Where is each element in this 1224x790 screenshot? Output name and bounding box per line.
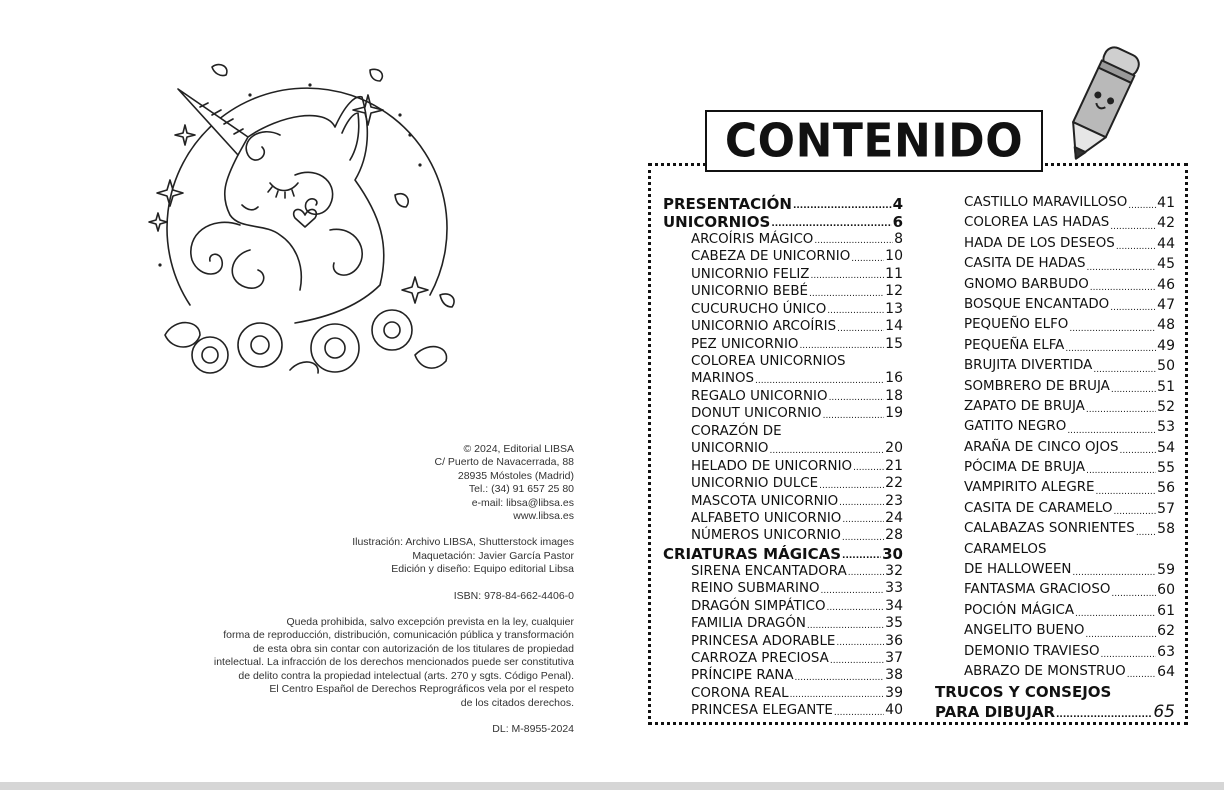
isbn: [134, 590, 574, 603]
toc-entry[interactable]: [935, 275, 1175, 295]
legal-line: intelectual. La infracción de los derechos mencionados puede ser constitutiva: [213, 656, 574, 669]
toc-entry[interactable]: [663, 440, 903, 457]
toc-entry[interactable]: [935, 397, 1175, 417]
toc-page-number: 19: [885, 405, 903, 422]
toc-entry[interactable]: [663, 475, 903, 492]
imprint: [134, 443, 574, 749]
dot-leader: [795, 674, 885, 685]
toc-entry[interactable]: [935, 254, 1175, 274]
dot-leader: [848, 569, 884, 580]
legal-line: de delito contra la propiedad intelectual (arts. 270 y sgts. Código Penal).: [238, 669, 574, 682]
toc-entry[interactable]: [935, 642, 1175, 662]
toc-page-number: 11: [885, 265, 903, 282]
toc-page-number: 46: [1157, 276, 1175, 293]
toc-page-number: 54: [1157, 439, 1175, 456]
toc-entry-label: DEMONIO TRAVIESO: [964, 643, 1100, 659]
toc-entry[interactable]: [663, 493, 903, 510]
bottom-scrollbar[interactable]: [0, 782, 1224, 790]
isbn-line: ISBN: 978-84-662-4406-0: [453, 589, 574, 602]
dot-leader: [842, 552, 881, 563]
dot-leader: [1056, 711, 1152, 722]
toc-entry-label: TRUCOS Y CONSEJOS: [935, 683, 1112, 702]
dot-leader: [842, 534, 884, 545]
publisher-info: [134, 443, 574, 523]
toc-entry-label: CABEZA DE UNICORNIO: [691, 249, 851, 265]
dot-leader: [1086, 406, 1156, 417]
toc-page-number: 65: [1153, 702, 1175, 723]
toc-entry-label: GNOMO BARBUDO: [964, 276, 1089, 292]
toc-entry-label: DE HALLOWEEN: [964, 562, 1072, 578]
toc-entry-label: ABRAZO DE MONSTRUO: [964, 663, 1126, 679]
toc-entry-label: ZAPATO DE BRUJA: [964, 398, 1085, 414]
toc-entry-label: HADA DE LOS DESEOS: [964, 235, 1115, 251]
toc-page-number: 34: [885, 597, 903, 614]
toc-column-left: [663, 195, 903, 720]
toc-entry[interactable]: [935, 540, 1175, 560]
toc-entry[interactable]: [935, 193, 1175, 213]
dot-leader: [830, 657, 884, 668]
dot-leader: [771, 220, 891, 231]
dot-leader: [1114, 508, 1157, 519]
dot-leader: [823, 412, 885, 423]
toc-entry[interactable]: [935, 499, 1175, 519]
toc-entry-label: ARAÑA DE CINCO OJOS: [964, 439, 1119, 455]
toc-entry-label: PRINCESA ADORABLE: [691, 633, 836, 649]
toc-entry-label: UNICORNIO: [691, 441, 769, 457]
address-line: C/ Puerto de Navacerrada, 88: [434, 456, 574, 469]
dot-leader: [819, 482, 884, 493]
toc-entry[interactable]: [935, 662, 1175, 682]
toc-entry-label: MARINOS: [691, 371, 755, 387]
dot-leader: [1087, 264, 1157, 275]
toc-entry-label: DONUT UNICORNIO: [691, 406, 822, 422]
toc-entry-label: ARCOÍRIS MÁGICO: [691, 231, 814, 247]
toc-entry-label: CASITA DE CARAMELO: [964, 500, 1113, 516]
toc-entry[interactable]: [935, 234, 1175, 254]
toc-section-entry[interactable]: [935, 682, 1175, 702]
toc-entry-label: REINO SUBMARINO: [691, 581, 820, 597]
dl-line: DL: M-8955-2024: [492, 722, 574, 735]
toc-entry-label: REGALO UNICORNIO: [691, 388, 828, 404]
dot-leader: [1090, 284, 1156, 295]
toc-entry-label: CARROZA PRECIOSA: [691, 651, 829, 667]
toc-entry-label: COLOREA UNICORNIOS: [691, 354, 846, 370]
toc-page-number: 63: [1157, 643, 1175, 660]
dot-leader: [1067, 427, 1156, 438]
toc-entry-label: ALFABETO UNICORNIO: [691, 510, 842, 526]
toc-entry-label: BRUJITA DIVERTIDA: [964, 358, 1093, 374]
toc-entry-label: BOSQUE ENCANTADO: [964, 296, 1110, 312]
toc-entry-label: GATITO NEGRO: [964, 419, 1067, 435]
toc-title-box: [705, 110, 1043, 172]
toc-entry-label: DRAGÓN SIMPÁTICO: [691, 598, 826, 614]
toc-section-entry[interactable]: [663, 545, 903, 563]
dot-leader: [853, 464, 884, 475]
toc-entry[interactable]: [663, 702, 903, 719]
toc-entry[interactable]: [663, 405, 903, 422]
toc-entry-label: POCIÓN MÁGICA: [964, 602, 1075, 618]
dot-leader: [834, 709, 884, 720]
toc-page-number: 59: [1157, 562, 1175, 579]
dot-leader: [809, 290, 884, 301]
toc-page-number: 15: [885, 335, 903, 352]
dot-leader: [810, 272, 884, 283]
toc-entry[interactable]: [663, 231, 903, 248]
toc-page-number: 40: [885, 702, 903, 719]
dot-leader: [1110, 304, 1156, 315]
toc-entry[interactable]: [663, 353, 903, 370]
toc-entry[interactable]: [663, 563, 903, 580]
toc-entry-label: ANGELITO BUENO: [964, 623, 1085, 639]
toc-entry[interactable]: [663, 423, 903, 440]
toc-entry[interactable]: [935, 356, 1175, 376]
dot-leader: [814, 237, 893, 248]
dot-leader: [769, 447, 884, 458]
toc-page-number: 39: [885, 684, 903, 701]
toc-page-number: 36: [885, 632, 903, 649]
dot-leader: [1086, 467, 1156, 478]
toc-entry-label: UNICORNIO FELIZ: [691, 266, 810, 282]
toc-section-entry[interactable]: [935, 702, 1175, 722]
toc-entry-label: PEQUEÑO ELFO: [964, 317, 1069, 333]
phone-line: Tel.: (34) 91 657 25 80: [468, 483, 574, 496]
dot-leader: [1136, 529, 1156, 540]
dot-leader: [755, 377, 884, 388]
toc-page-number: 32: [885, 562, 903, 579]
dot-leader: [1065, 345, 1156, 356]
toc-entry-label: PEZ UNICORNIO: [691, 336, 799, 352]
toc-entry-label: CRIATURAS MÁGICAS: [663, 544, 842, 563]
dot-leader: [1075, 610, 1156, 621]
dot-leader: [793, 202, 892, 213]
credit-line: Edición y diseño: Equipo editorial Libsa: [391, 563, 574, 576]
toc-entry-label: PEQUEÑA ELFA: [964, 337, 1065, 353]
toc-page-number: 23: [885, 492, 903, 509]
toc-entry[interactable]: [935, 560, 1175, 580]
toc-page-number: 33: [885, 580, 903, 597]
toc-page-number: 24: [885, 509, 903, 526]
credit-line: Ilustración: Archivo LIBSA, Shutterstock images: [352, 536, 574, 549]
dot-leader: [1110, 223, 1156, 234]
toc-entry[interactable]: [663, 371, 903, 388]
toc-entry-label: COLOREA LAS HADAS: [964, 215, 1110, 231]
toc-entry[interactable]: [663, 510, 903, 527]
dot-leader: [1116, 243, 1156, 254]
toc-entry-label: UNICORNIOS: [663, 213, 771, 231]
toc-page-number: 53: [1157, 419, 1175, 436]
dot-leader: [1111, 590, 1156, 601]
dot-leader: [1085, 631, 1156, 642]
toc-entry[interactable]: [663, 248, 903, 265]
toc-page-number: 50: [1157, 358, 1175, 375]
toc-page-number: 58: [1157, 521, 1175, 538]
toc-page-number: 44: [1157, 235, 1175, 252]
toc-entry[interactable]: [663, 598, 903, 615]
toc-page-number: 30: [882, 544, 903, 563]
toc-page-number: 48: [1157, 317, 1175, 334]
dot-leader: [1127, 671, 1156, 682]
toc-entry[interactable]: [663, 266, 903, 283]
toc-page-number: 20: [885, 440, 903, 457]
toc-entry-label: HELADO DE UNICORNIO: [691, 458, 853, 474]
toc-page-number: 8: [894, 230, 903, 247]
dot-leader: [1100, 651, 1156, 662]
credits: [134, 536, 574, 576]
toc-entry[interactable]: [935, 601, 1175, 621]
toc-entry-label: SIRENA ENCANTADORA: [691, 563, 847, 579]
legal-line: de los citados derechos.: [460, 696, 574, 709]
toc-entry-label: NÚMEROS UNICORNIO: [691, 528, 841, 544]
toc-title: CONTENIDO: [724, 114, 1024, 168]
legal-notice: [134, 616, 574, 710]
toc-entry[interactable]: [663, 633, 903, 650]
toc-entry[interactable]: [935, 621, 1175, 641]
toc-entry-label: CASTILLO MARAVILLOSO: [964, 194, 1128, 210]
dot-leader: [790, 691, 885, 702]
dot-leader: [839, 499, 884, 510]
toc-section-entry[interactable]: [663, 213, 903, 231]
city-line: 28935 Móstoles (Madrid): [457, 469, 574, 482]
dot-leader: [799, 342, 884, 353]
toc-entry-label: FAMILIA DRAGÓN: [691, 616, 806, 632]
toc-entry[interactable]: [935, 336, 1175, 356]
toc-entry-label: CUCURUCHO ÚNICO: [691, 301, 827, 317]
toc-entry[interactable]: [935, 315, 1175, 335]
toc-entry[interactable]: [663, 685, 903, 702]
toc-page-number: 16: [885, 370, 903, 387]
dot-leader: [1069, 325, 1156, 336]
toc-entry[interactable]: [663, 318, 903, 335]
dot-leader: [827, 307, 884, 318]
toc-entry[interactable]: [935, 478, 1175, 498]
toc-entry[interactable]: [935, 438, 1175, 458]
toc-page-number: 47: [1157, 296, 1175, 313]
toc-entry[interactable]: [663, 527, 903, 544]
toc-entry-label: CORAZÓN DE: [691, 423, 782, 439]
toc-entry-label: PARA DIBUJAR: [935, 703, 1055, 722]
toc-page-number: 64: [1157, 663, 1175, 680]
credit-line: Maquetación: Javier García Pastor: [412, 549, 574, 562]
unicorn-illustration: [130, 55, 470, 385]
legal-line: de esta obra sin contar con autorización de los titulares de propiedad: [252, 642, 574, 655]
toc-page-number: 42: [1157, 215, 1175, 232]
toc-page-number: 21: [885, 457, 903, 474]
legal-line: Queda prohibida, salvo excepción prevista en la ley, cualquier: [286, 616, 574, 629]
toc-entry-label: UNICORNIO ARCOÍRIS: [691, 319, 837, 335]
dot-leader: [837, 325, 884, 336]
toc-entry[interactable]: [935, 213, 1175, 233]
toc-entry-label: CASITA DE HADAS: [964, 256, 1086, 272]
toc-entry-label: MASCOTA UNICORNIO: [691, 493, 839, 509]
toc-entry-label: FANTASMA GRACIOSO: [964, 582, 1111, 598]
dot-leader: [851, 255, 884, 266]
toc-column-right: [935, 193, 1175, 722]
toc-page-number: 13: [885, 300, 903, 317]
toc-entry[interactable]: [663, 615, 903, 632]
toc-entry[interactable]: [663, 580, 903, 597]
toc-page-number: 52: [1157, 398, 1175, 415]
toc-entry[interactable]: [935, 417, 1175, 437]
toc-page-number: 12: [885, 283, 903, 300]
toc-entry-label: UNICORNIO DULCE: [691, 476, 819, 492]
toc-entry[interactable]: [663, 458, 903, 475]
dot-leader: [1072, 569, 1156, 580]
toc-page-number: 14: [885, 318, 903, 335]
dot-leader: [842, 516, 884, 527]
dot-leader: [821, 587, 885, 598]
email-line: e-mail: libsa@libsa.es: [471, 496, 574, 509]
dot-leader: [1093, 366, 1156, 377]
toc-page-number: 10: [885, 248, 903, 265]
toc-entry[interactable]: [663, 336, 903, 353]
toc-entry-label: PRESENTACIÓN: [663, 195, 792, 213]
legal-deposit: [134, 723, 574, 736]
dot-leader: [829, 394, 885, 405]
toc-page-number: 37: [885, 650, 903, 667]
toc-page-number: 61: [1157, 602, 1175, 619]
toc-entry[interactable]: [663, 283, 903, 300]
dot-leader: [807, 622, 884, 633]
toc-page-number: 18: [885, 387, 903, 404]
dot-leader: [1120, 447, 1157, 458]
toc-page-number: 41: [1157, 194, 1175, 211]
toc-entry-label: SOMBRERO DE BRUJA: [964, 378, 1110, 394]
toc-entry-label: PRÍNCIPE RANA: [691, 668, 794, 684]
toc-page-number: 62: [1157, 623, 1175, 640]
website-line: www.libsa.es: [513, 510, 574, 523]
toc-page-number: 4: [892, 195, 903, 213]
toc-page-number: 28: [885, 527, 903, 544]
toc-page-number: 38: [885, 667, 903, 684]
toc-entry-label: CORONA REAL: [691, 685, 789, 701]
toc-entry-label: PRINCESA ELEGANTE: [691, 703, 833, 719]
toc-page-number: 51: [1157, 378, 1175, 395]
pencil-mascot-icon: [1050, 42, 1150, 172]
toc-page-number: 45: [1157, 256, 1175, 273]
copyright-line: © 2024, Editorial LIBSA: [463, 443, 574, 455]
toc-entry-label: UNICORNIO BEBÉ: [691, 284, 809, 300]
toc-page-number: 6: [892, 213, 903, 231]
toc-entry[interactable]: [663, 301, 903, 318]
dot-leader: [827, 604, 885, 615]
dot-leader: [1128, 202, 1156, 213]
dot-leader: [1096, 488, 1157, 499]
legal-line: forma de reproducción, distribución, comunicación pública y transformación: [223, 629, 574, 642]
legal-line: El Centro Español de Derechos Reprográficos vela por el respeto: [269, 683, 574, 696]
toc-entry[interactable]: [663, 388, 903, 405]
toc-page-number: 49: [1157, 337, 1175, 354]
toc-entry[interactable]: [663, 650, 903, 667]
toc-section-entry[interactable]: [663, 195, 903, 213]
toc-entry[interactable]: [935, 377, 1175, 397]
toc-entry[interactable]: [663, 668, 903, 685]
dot-leader: [836, 639, 884, 650]
dot-leader: [1111, 386, 1156, 397]
toc-entry[interactable]: [935, 295, 1175, 315]
toc-entry-label: CARAMELOS: [964, 541, 1047, 557]
toc-entry[interactable]: [935, 458, 1175, 478]
toc-entry-label: CALABAZAS SONRIENTES: [964, 521, 1135, 537]
toc-entry[interactable]: [935, 519, 1175, 539]
toc-page-number: 56: [1157, 480, 1175, 497]
toc-entry-label: VAMPIRITO ALEGRE: [964, 480, 1095, 496]
toc-page-number: 22: [885, 475, 903, 492]
toc-page-number: 35: [885, 615, 903, 632]
toc-page-number: 55: [1157, 460, 1175, 477]
toc-page-number: 60: [1157, 582, 1175, 599]
toc-entry[interactable]: [935, 580, 1175, 600]
toc-entry-label: PÓCIMA DE BRUJA: [964, 460, 1086, 476]
toc-page-number: 57: [1157, 500, 1175, 517]
